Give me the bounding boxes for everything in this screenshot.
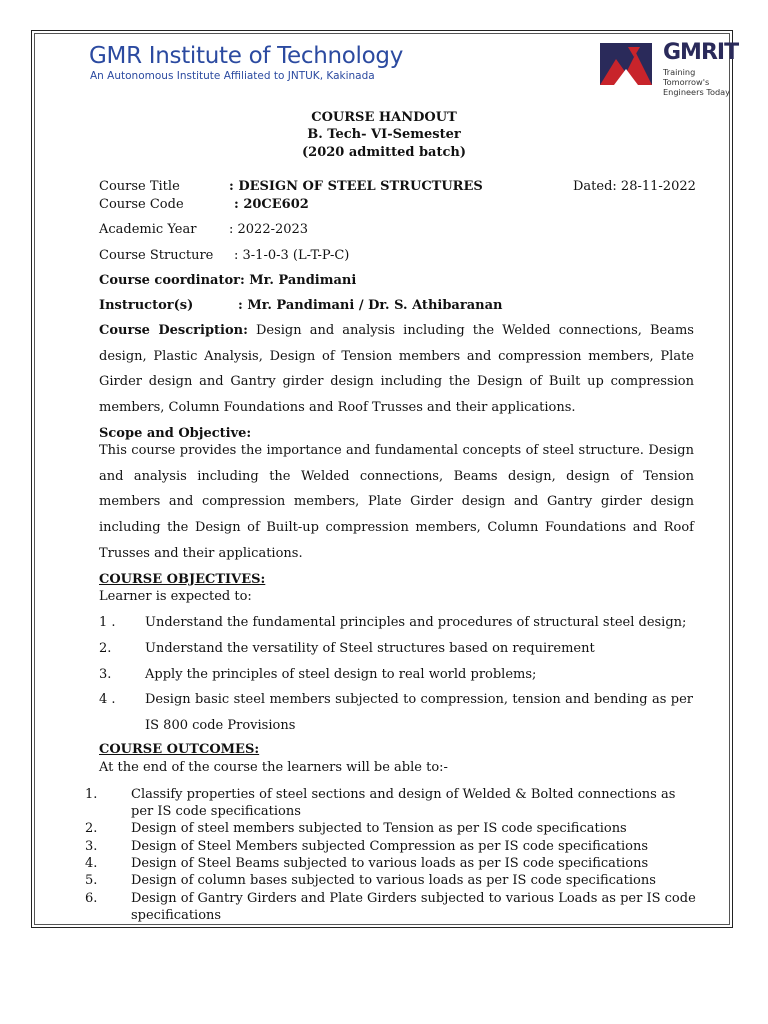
logo-tagline: Training Tomorrow's Engineers Today: [663, 67, 731, 97]
outcome-number: 2.: [85, 821, 98, 836]
objective-text: Apply the principles of steel design to real world problems;: [145, 667, 537, 682]
outcome-number: 5.: [85, 873, 98, 888]
objective-number: 4 .: [99, 692, 116, 707]
objectives-heading: COURSE OBJECTIVES:: [99, 572, 266, 587]
outcome-text: Design of Steel Beams subjected to various loads as per IS code specifications: [131, 856, 649, 871]
outcome-text: Design of Gantry Girders and Plate Girders subjected to various Loads as per IS code specifications: [131, 891, 696, 923]
objective-number: 1 .: [99, 615, 116, 630]
objective-text: Understand the fundamental principles and procedures of structural steel design;: [145, 615, 687, 630]
instructor-value: : Mr. Pandimani / Dr. S. Athibaranan: [238, 298, 503, 313]
objectives-intro: Learner is expected to:: [99, 589, 252, 604]
outcome-text: Design of steel members subjected to Tension as per IS code specifications: [131, 821, 627, 836]
objective-number: 3.: [99, 667, 112, 682]
academic-year-value: : 2022-2023: [229, 222, 309, 237]
outcome-number: 3.: [85, 839, 98, 854]
course-description-label: Course Description:: [99, 323, 248, 338]
objective-text: Design basic steel members subjected to compression, tension and bending as per IS 800 code Provisions: [145, 692, 693, 733]
outcome-text: Design of Steel Members subjected Compression as per IS code specifications: [131, 839, 649, 854]
outcomes-intro: At the end of the course the learners will be able to:-: [99, 760, 448, 775]
outcome-number: 6.: [85, 891, 98, 906]
course-code-value: : 20CE602: [234, 197, 309, 212]
course-description-text: Design and analysis including the Welded connections, Beams design, Plastic Analysis, Design of Tension members and compression members, Plate Girder design and Gantry girder design including the Design of Built up compression members, Column Foundations and Roof Trusses and their applications.: [99, 323, 694, 416]
institute-subtitle: An Autonomous Institute Affiliated to JNTUK, Kakinada: [90, 70, 375, 82]
outcome-number: 1.: [85, 787, 98, 802]
course-structure-label: Course Structure: [99, 248, 214, 263]
objective-number: 2.: [99, 641, 112, 656]
logo-wordmark: GMRIT: [663, 40, 739, 65]
course-structure-value: : 3-1-0-3 (L-T-P-C): [234, 248, 350, 263]
academic-year-label: Academic Year: [99, 222, 197, 237]
course-code-label: Course Code: [99, 197, 184, 212]
semester-line: B. Tech- VI-Semester: [307, 127, 461, 142]
gmrit-logo-icon: [600, 43, 652, 85]
institute-name: GMR Institute of Technology: [89, 43, 404, 69]
dated: Dated: 28-11-2022: [573, 179, 696, 194]
outcome-number: 4.: [85, 856, 98, 871]
course-coordinator: Course coordinator: Mr. Pandimani: [99, 273, 357, 288]
scope-heading: Scope and Objective:: [99, 426, 252, 441]
outcome-text: Design of column bases subjected to various loads as per IS code specifications: [131, 873, 656, 888]
outcome-text: Classify properties of steel sections and design of Welded & Bolted connections as per IS code specifications: [131, 787, 676, 819]
course-description: [99, 318, 694, 421]
course-title-label: Course Title: [99, 179, 180, 194]
course-title-value: : DESIGN OF STEEL STRUCTURES: [229, 179, 483, 194]
batch-line: (2020 admitted batch): [302, 145, 466, 160]
objective-text: Understand the versatility of Steel structures based on requirement: [145, 641, 595, 656]
handout-title: COURSE HANDOUT: [311, 110, 457, 125]
scope-text: This course provides the importance and fundamental concepts of steel structure. Design and analysis including the Welded connections, Beams design, design of Tension members and compression members, Plate Girder design and Gantry girder design including the Design of Built-up compression members, Column Foundations and Roof Trusses and their applications.: [99, 443, 694, 561]
outcomes-heading: COURSE OUTCOMES:: [99, 742, 260, 757]
instructor-label: Instructor(s): [99, 298, 194, 313]
